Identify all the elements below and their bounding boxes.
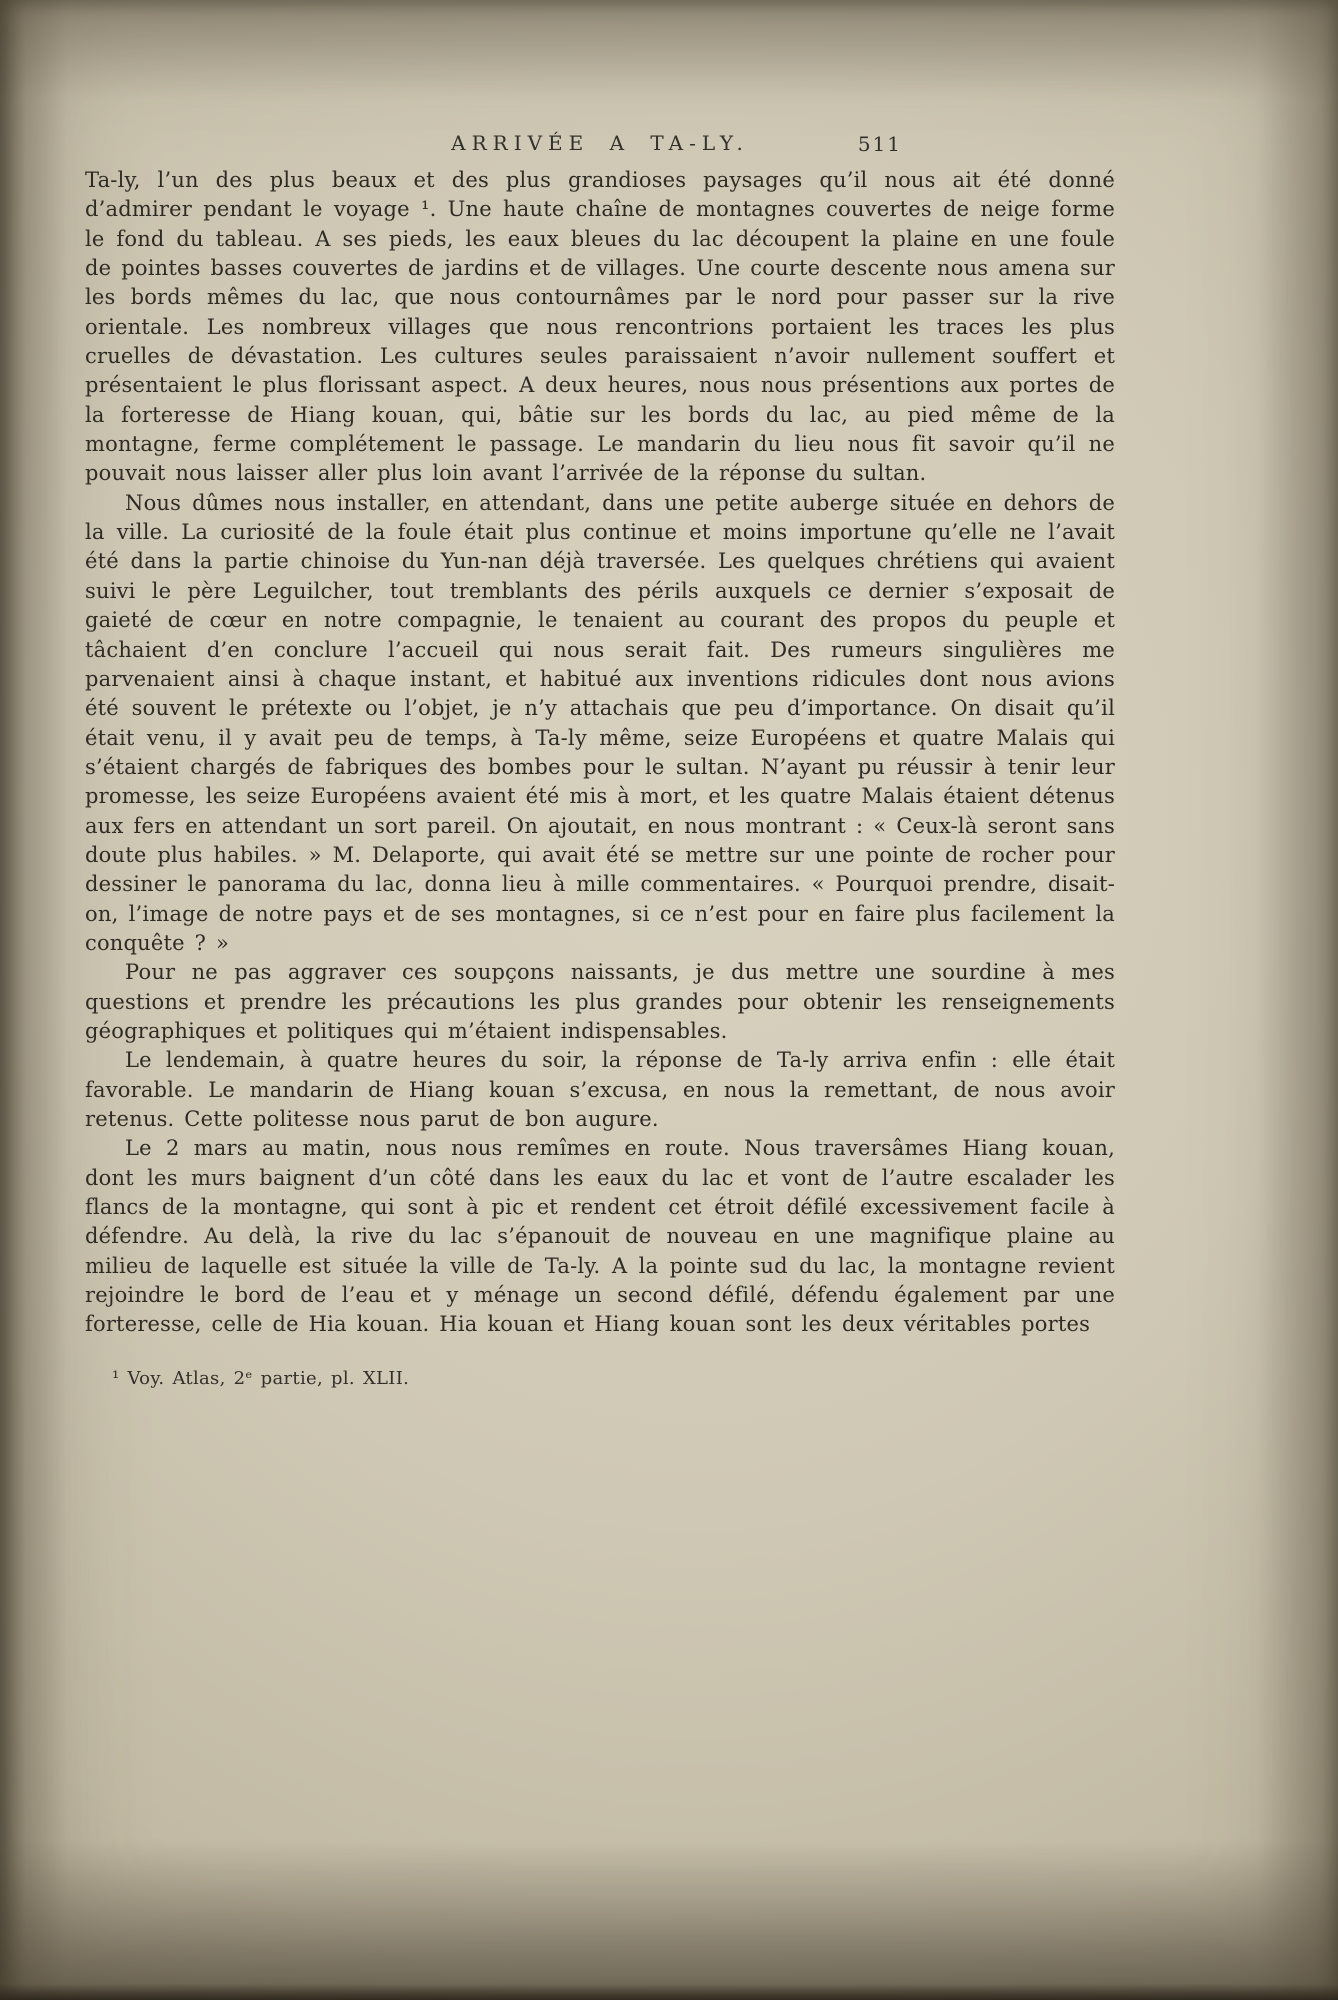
paragraph-4: Le lendemain, à quatre heures du soir, la réponse de Ta-ly arriva enfin : elle était favorable. Le mandarin de Hiang kouan s’excusa, en nous la remettant, de nous avoir retenus. Cette politesse nous parut de bon augure.: [85, 1048, 1115, 1131]
footnote: ¹ Voy. Atlas, 2ᵉ partie, pl. XLII.: [112, 1368, 410, 1389]
paragraph-1: Ta-ly, l’un des plus beaux et des plus grandioses paysages qu’il nous ait été donné d’admirer pendant le voyage ¹. Une haute chaîne de montagnes couvertes de neige forme le fond du tableau. A ses pieds, les eaux bleues du lac découpent la plaine en une foule de pointes basses couvertes de jardins et de villages. Une courte descente nous amena sur les bords mêmes du lac, que nous contournâmes par le nord pour passer sur la rive orientale. Les nombreux villages que nous rencontrions portaient les traces les plus cruelles de dévastation. Les cultures seules paraissaient n’avoir nullement souffert et présentaient le plus florissant aspect. A deux heures, nous nous présentions aux portes de la forteresse de Hiang kouan, qui, bâtie sur les bords du lac, au pied même de la montagne, ferme complétement le passage. Le mandarin du lieu nous fit savoir qu’il ne pouvait nous laisser aller plus loin avant l’arrivée de la réponse du sultan.: [85, 168, 1115, 486]
paragraph-5: Le 2 mars au matin, nous nous remîmes en route. Nous traversâmes Hiang kouan, dont les murs baignent d’un côté dans les eaux du lac et vont de l’autre escalader les flancs de la montagne, qui sont à pic et rendent cet étroit défilé excessivement facile à défendre. Au delà, la rive du lac s’épanouit de nouveau en une magnifique plaine au milieu de laquelle est située la ville de Ta-ly. A la pointe sud du lac, la montagne revient rejoindre le bord de l’eau et y ménage un second défilé, défendu également par une forteresse, celle de Hia kouan. Hia kouan et Hiang kouan sont les deux véritables portes: [85, 1136, 1115, 1337]
running-title: ARRIVÉE A TA-LY.: [451, 131, 749, 155]
paragraph-3: Pour ne pas aggraver ces soupçons naissants, je dus mettre une sourdine à mes questions et prendre les précautions les plus grandes pour obtenir les renseignements géographiques et politiques qui m’étaient indispensables.: [85, 960, 1115, 1043]
paragraph-2: Nous dûmes nous installer, en attendant, dans une petite auberge située en dehors de la ville. La curiosité de la foule était plus continue et moins importune qu’elle ne l’avait été dans la partie chinoise du Yun-nan déjà traversée. Les quelques chrétiens qui avaient suivi le père Leguilcher, tout tremblants des périls auxquels ce dernier s’exposait de gaieté de cœur en notre compagnie, le tenaient au courant des propos du peuple et tâchaient d’en conclure l’accueil qui nous serait fait. Des rumeurs singulières me parvenaient ainsi à chaque instant, et habitué aux inventions ridicules dont nous avions été souvent le prétexte ou l’objet, je n’y attachais que peu d’importance. On disait qu’il était venu, il y avait peu de temps, à Ta-ly même, seize Européens et quatre Malais qui s’étaient chargés de fabriques des bombes pour le sultan. N’ayant pu réussir à tenir leur promesse, les seize Européens avaient été mis à mort, et les quatre Malais étaient détenus aux fers en attendant un sort pareil. On ajoutait, en nous montrant : « Ceux-là seront sans doute plus habiles. » M. Delaporte, qui avait été se mettre sur une pointe de rocher pour dessiner le panorama du lac, donna lieu à mille commentaires. « Pourquoi prendre, disait-on, l’image de notre pays et de ses montagnes, si ce n’est pour en faire plus facilement la conquête ? »: [85, 490, 1115, 955]
body-text: [85, 166, 1115, 1340]
page-header: [85, 131, 1115, 161]
page-number: 511: [857, 132, 902, 156]
